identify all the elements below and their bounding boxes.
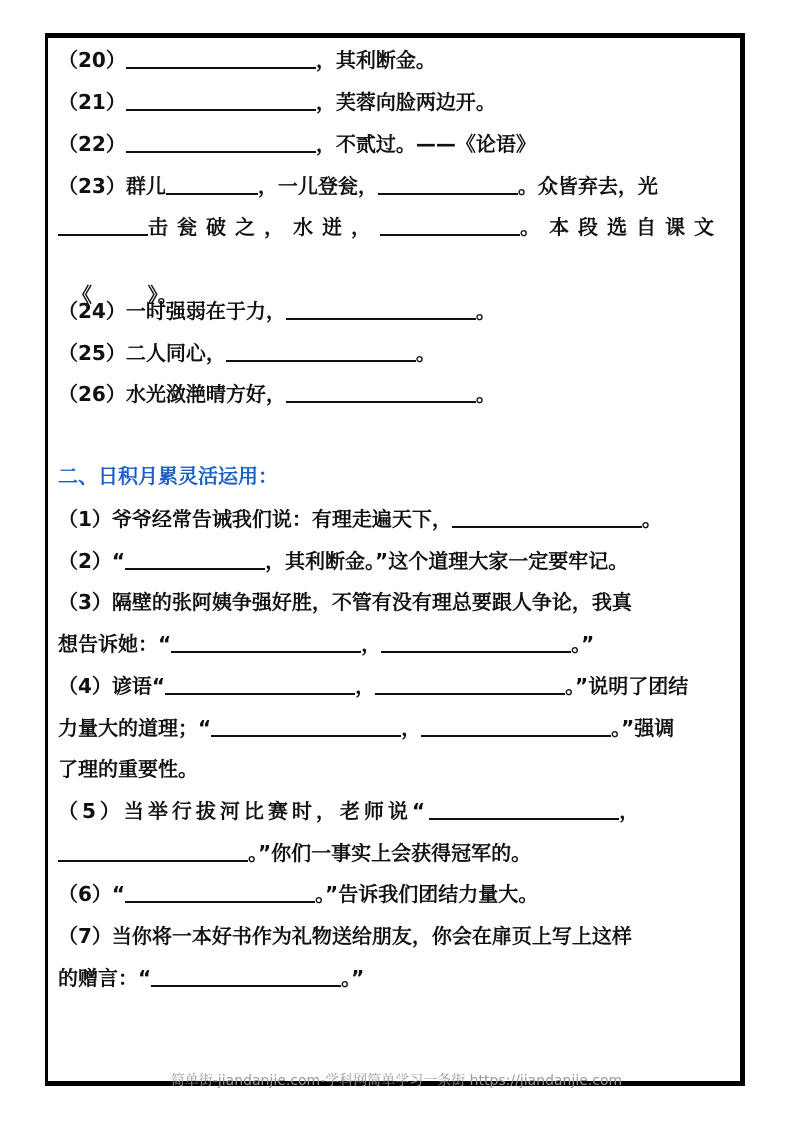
question-20: （20） ，其利断金。 (58, 48, 436, 72)
question-p2-7-line-2: 的赠言：“ 。” (58, 966, 365, 990)
question-p2-4-line-2: 力量大的道理；“ ， 。”强调 (58, 716, 675, 740)
question-25: （25）二人同心， 。 (58, 341, 436, 365)
section-heading: 二、日积月累灵活运用： (58, 464, 278, 488)
answer-blank[interactable] (380, 214, 520, 236)
question-p2-3-line-2: 想告诉她：“ ， 。” (58, 632, 595, 656)
question-p2-6: （6）“ 。”告诉我们团结力量大。 (58, 882, 539, 906)
question-p2-3-line-1: （3）隔壁的张阿姨争强好胜，不管有没有理总要跟人争论，我真 (58, 590, 632, 614)
answer-blank[interactable] (429, 798, 619, 820)
answer-blank[interactable] (166, 173, 258, 195)
question-26: （26）水光潋滟晴方好， 。 (58, 382, 496, 406)
answer-blank[interactable] (211, 715, 401, 737)
answer-blank[interactable] (381, 631, 571, 653)
answer-blank[interactable] (421, 715, 611, 737)
answer-blank[interactable] (151, 965, 341, 987)
question-23-line-3: 《 》。 (71, 283, 178, 307)
answer-blank[interactable] (58, 840, 248, 862)
question-p2-5-line-2: 。”你们一事实上会获得冠军的。 (58, 840, 738, 866)
question-p2-7-line-1: （7）当你将一本好书作为礼物送给朋友，你会在扉页上写上这样 (58, 924, 632, 948)
question-23-line-2: 击瓮破之，水迸， 。本段选自课文 (58, 214, 738, 240)
answer-blank[interactable] (171, 631, 361, 653)
question-21: （21） ，芙蓉向脸两边开。 (58, 90, 496, 114)
question-p2-5-line-1: （5）当举行拔河比赛时，老师说“ ， (58, 799, 644, 823)
watermark-footer: 简单街-jiandanjie.com-学科网简单学习一条街 https://jiandanjie.com (170, 1073, 623, 1089)
answer-blank[interactable] (226, 340, 416, 362)
answer-blank[interactable] (126, 89, 316, 111)
answer-blank[interactable] (375, 673, 565, 695)
answer-blank[interactable] (165, 673, 355, 695)
answer-blank[interactable] (452, 506, 642, 528)
answer-blank[interactable] (125, 881, 315, 903)
answer-blank[interactable] (126, 47, 316, 69)
question-p2-1: （1）爷爷经常告诫我们说：有理走遍天下， 。 (58, 507, 662, 531)
question-24: （24）一时强弱在于力， 。 (58, 299, 496, 323)
question-p2-4-line-3: 了理的重要性。 (58, 757, 198, 781)
question-p2-2: （2）“ ，其利断金。”这个道理大家一定要牢记。 (58, 549, 629, 573)
answer-blank[interactable] (126, 131, 316, 153)
answer-blank[interactable] (125, 548, 265, 570)
question-p2-4-line-1: （4）谚语“ ， 。”说明了团结 (58, 674, 689, 698)
answer-blank[interactable] (286, 381, 476, 403)
question-23-line-1: （23）群儿 ，一儿登瓮， 。众皆弃去，光 (58, 174, 658, 198)
answer-blank[interactable] (286, 298, 476, 320)
answer-blank[interactable] (58, 214, 148, 236)
question-22: （22） ，不贰过。——《论语》 (58, 132, 536, 156)
answer-blank[interactable] (378, 173, 518, 195)
